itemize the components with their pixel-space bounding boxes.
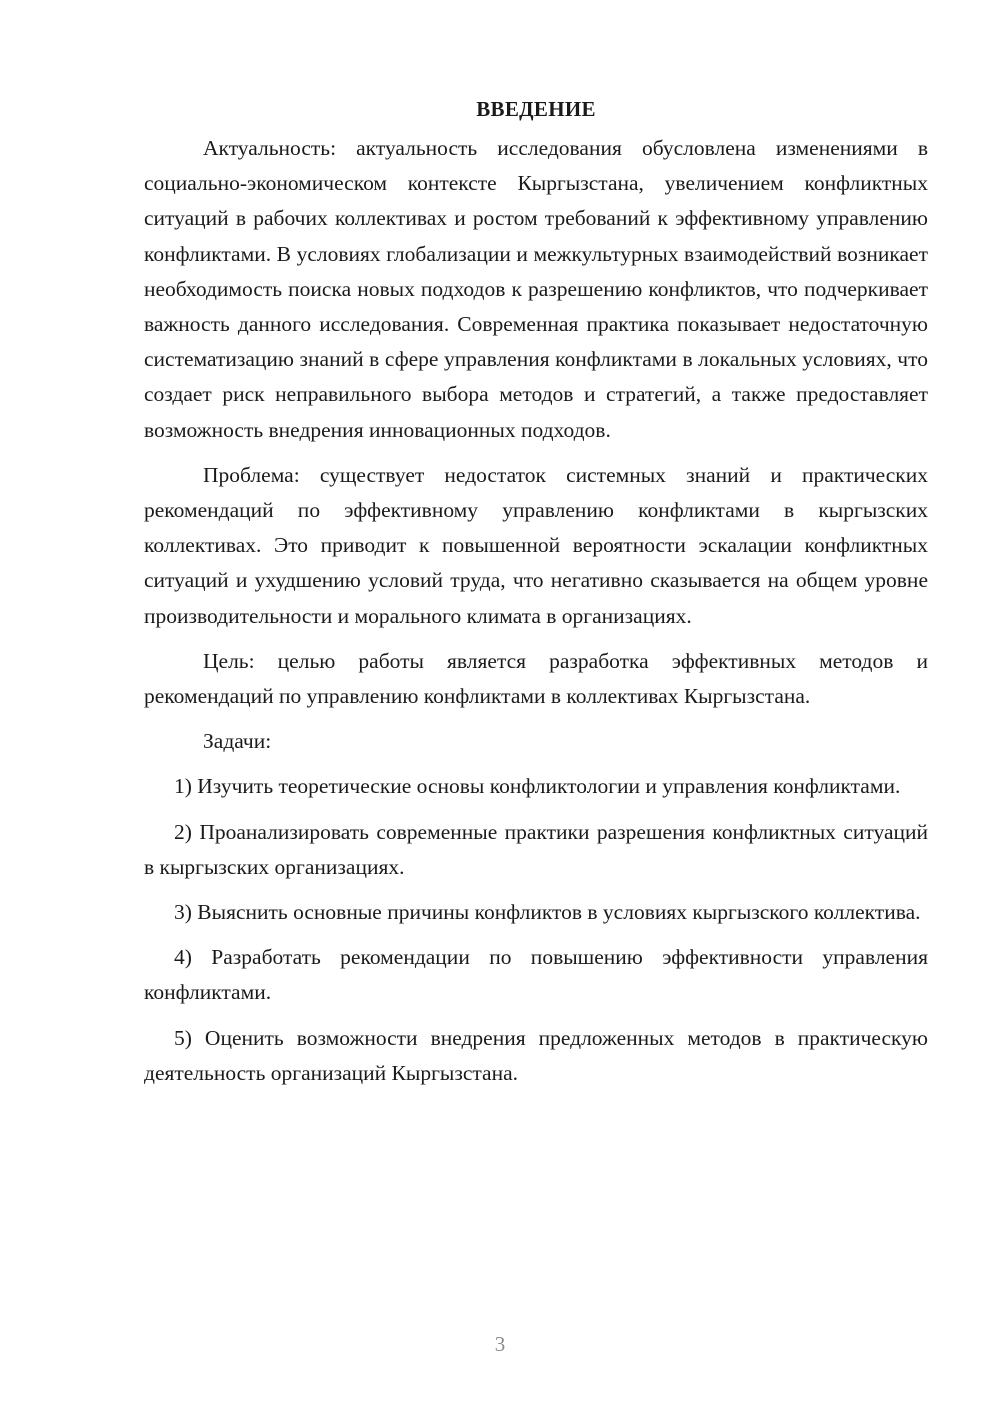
task-item: 3) Выяснить основные причины конфликтов в условиях кыргызского коллектива. — [174, 900, 921, 925]
task-item: 1) Изучить теоретические основы конфликтологии и управления конфликтами. — [174, 774, 901, 799]
task-item: 2) Проанализировать современные практики разрешения конфликтных ситуаций в кыргызских организациях. — [144, 819, 928, 879]
document-page — [144, 92, 928, 1101]
paragraph-relevance: Актуальность: актуальность исследования обусловлена изменениями в социально-экономическом контексте Кыргызстана, увеличением конфликтных ситуаций в рабочих коллективах и ростом требований к эффективному управлению конфликтами. В условиях глобализации и межкультурных взаимодействий возникает необходимость поиска новых подходов к разрешению конфликтов, что подчеркивает важность данного исследования. Современная практика показывает недостаточную систематизацию знаний в сфере управления конфликтами в локальных условиях, что создает риск неправильного выбора методов и стратегий, а также предоставляет возможность внедрения инновационных подходов. — [144, 136, 928, 442]
tasks-heading: Задачи: — [203, 729, 272, 754]
section-title: ВВЕДЕНИЕ — [476, 97, 596, 121]
task-item: 5) Оценить возможности внедрения предложенных методов в практическую деятельность организаций Кыргызстана. — [144, 1025, 928, 1085]
page-number: 3 — [494, 1332, 506, 1356]
paragraph-problem: Проблема: существует недостаток системных знаний и практических рекомендаций по эффективному управлению конфликтами в кыргызских коллективах. Это приводит к повышенной вероятности эскалации конфликтных ситуаций и ухудшению условий труда, что негативно сказывается на общем уровне производительности и морального климата в организациях. — [144, 462, 928, 628]
task-item: 4) Разработать рекомендации по повышению эффективности управления конфликтами. — [144, 945, 928, 1005]
paragraph-goal: Цель: целью работы является разработка эффективных методов и рекомендаций по управлению конфликтами в коллективах Кыргызстана. — [144, 648, 928, 709]
